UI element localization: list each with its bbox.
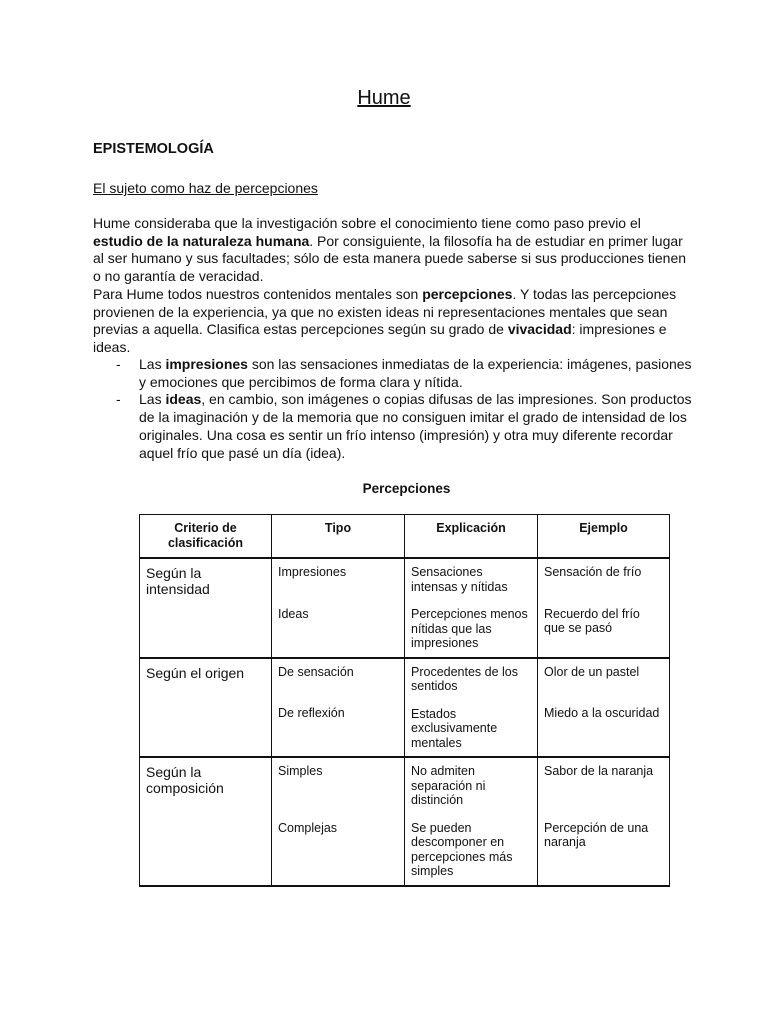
cell-text: Sensaciones intensas y nítidas	[411, 565, 508, 594]
paragraph-text: : impresiones e ideas.	[93, 321, 667, 356]
cell-text: Impresiones	[278, 565, 347, 579]
paragraph-intro	[93, 215, 693, 286]
cell-text: Percepción de una naranja	[544, 820, 649, 849]
cell-text: Estados exclusivamente mentales	[411, 706, 498, 750]
cell-text: Complejas	[278, 820, 338, 835]
cell-text: Olor de un pastel	[544, 664, 640, 679]
explanation-cell	[405, 558, 538, 658]
cell-text: Ideas	[278, 606, 309, 621]
criterion-cell: Según el origen	[140, 658, 272, 758]
list-item-bold-text: impresiones	[165, 356, 248, 372]
paragraph-text: Hume consideraba que la investigación sobre el conocimiento tiene como paso previo el	[93, 215, 641, 231]
example-cell	[538, 558, 670, 658]
cell-text: Sabor de la naranja	[544, 764, 654, 778]
cell-text: De reflexión	[278, 706, 345, 720]
paragraph-bold-text: vivacidad	[507, 321, 572, 338]
list-item-text: son las sensaciones inmediatas de la experiencia: imágenes, pasiones y emociones que percibimos de forma clara y nítida.	[139, 356, 692, 390]
example-cell	[538, 757, 670, 886]
table-header-cell: Tipo	[272, 515, 405, 559]
criterion-cell: Según la composición	[140, 757, 272, 886]
list-dash: -	[116, 391, 121, 408]
cell-text: Percepciones menos nítidas que las impresiones	[411, 607, 528, 650]
cell-text: Sensación de frío	[544, 565, 642, 579]
paragraph-text: Para Hume todos nuestros contenidos mentales son	[93, 286, 423, 302]
subheading: El sujeto como haz de percepciones	[93, 180, 318, 196]
table-header-cell: Ejemplo	[538, 515, 670, 559]
list-item-impressions	[93, 356, 693, 391]
paragraph-text: . Y todas las percepciones provienen de la experiencia, ya que no existen ideas ni representaciones mentales que sean previas a aquella. Clasifica estas percepciones según su grado de	[93, 286, 677, 338]
type-cell	[272, 757, 405, 886]
type-cell	[272, 658, 405, 758]
table-caption: Percepciones	[362, 481, 451, 496]
list-item-text: Las	[139, 356, 166, 372]
list-item-ideas	[93, 391, 693, 462]
table-row	[140, 757, 670, 886]
cell-text: Procedentes de los sentidos	[411, 664, 519, 693]
explanation-cell	[405, 658, 538, 758]
section-heading: EPISTEMOLOGÍA	[93, 141, 214, 157]
list-item-bold-text: ideas	[165, 391, 202, 408]
cell-text: Recuerdo del frío que se pasó	[544, 606, 640, 635]
list-item-text: , en cambio, son imágenes o copias difusas de las impresiones. Son productos de la imaginación y de la memoria que no consiguen imitar el grado de intensidad de los originales. Una cosa es sentir un frío intenso (impresión) y otra muy diferente recordar aquel frío que pasé un día (idea).	[139, 391, 692, 461]
paragraph-text: . Por consiguiente, la filosofía ha de estudiar en primer lugar al ser humano y sus facultades; sólo de esta manera puede saberse si sus producciones tienen o no garantía de veracidad.	[93, 232, 687, 285]
list-item-text: Las	[139, 391, 166, 408]
cell-text: De sensación	[278, 664, 354, 679]
cell-text: Simples	[278, 764, 323, 778]
type-cell	[272, 558, 405, 658]
cell-text: Miedo a la oscuridad	[544, 706, 660, 720]
cell-text: Se pueden descomponer en percepciones más simples	[411, 820, 513, 878]
table-header-row	[140, 515, 670, 559]
paragraph-bold-text: estudio de la naturaleza humana	[93, 232, 310, 249]
criterion-cell: Según la intensidad	[140, 558, 272, 658]
perceptions-table	[139, 514, 670, 887]
cell-text: No admiten separación ni distinción	[411, 764, 486, 807]
explanation-cell	[405, 757, 538, 886]
table-header-cell: Criterio de clasificación	[140, 515, 272, 559]
table-row	[140, 658, 670, 758]
table-header-cell: Explicación	[405, 515, 538, 559]
list-dash: -	[116, 356, 121, 372]
example-cell	[538, 658, 670, 758]
perception-types-list	[93, 356, 693, 462]
paragraph-bold-text: percepciones	[422, 286, 513, 302]
paragraph-perceptions	[93, 286, 693, 357]
table-row	[140, 558, 670, 658]
document-title: Hume	[357, 87, 411, 109]
